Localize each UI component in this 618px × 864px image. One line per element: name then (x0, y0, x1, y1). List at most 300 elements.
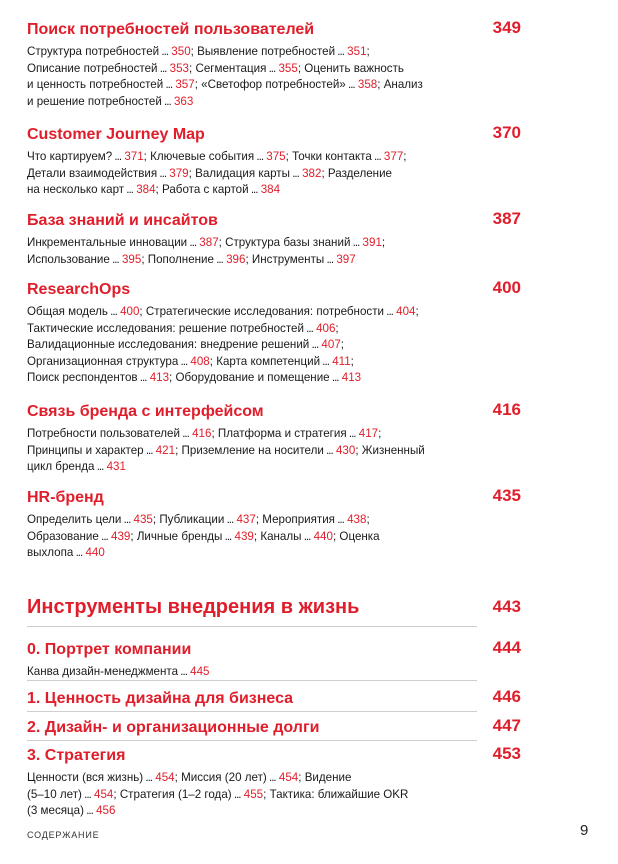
toc-entry-leader: ... (73, 546, 83, 559)
toc-entry-page-number: 377 (383, 150, 404, 163)
toc-entry-title: Работа с картой (162, 183, 249, 196)
toc-entry-page-number: 439 (111, 529, 131, 543)
toc-entry-separator: ; (297, 61, 302, 75)
toc-entry (120, 788, 267, 801)
toc-entry-separator: ; (130, 529, 134, 543)
toc-entry (27, 183, 159, 196)
toc-entry-separator: ; (152, 513, 157, 526)
toc-entry-title: Что картируем? (27, 150, 113, 163)
toc-entry-page-number: 355 (278, 61, 298, 75)
toc-entry-separator: ; (298, 771, 302, 784)
toc-entry-leader: ... (112, 150, 122, 163)
toc-entry-page-number: 440 (85, 546, 105, 559)
toc-entry-title: Каналы (260, 529, 302, 543)
toc-entry-page-number: 417 (358, 427, 379, 440)
section-page-number: 453 (492, 744, 521, 763)
toc-entry (195, 167, 325, 180)
toc-entry-leader: ... (329, 371, 339, 384)
toc-entry (27, 460, 126, 473)
toc-entry (27, 355, 213, 368)
toc-entry-leader: ... (334, 513, 344, 526)
toc-entry-page-number: 416 (192, 427, 212, 440)
toc-entry-leader: ... (301, 529, 311, 543)
toc-entry-separator: ; (174, 771, 178, 784)
toc-entry-line (27, 443, 472, 460)
toc-entry-title: Стратегические исследования: потребности (145, 305, 384, 318)
toc-entry-line (27, 77, 472, 94)
toc-entry (137, 530, 257, 543)
section-title: HR-бренд (27, 489, 104, 506)
toc-entry (162, 183, 280, 196)
section-page-number: 446 (492, 687, 521, 706)
toc-entry-page-number: 400 (120, 305, 140, 318)
toc-entry-leader: ... (289, 166, 299, 180)
toc-entry (27, 427, 215, 440)
toc-entry-separator: ; (377, 78, 381, 91)
toc-section-researchops (27, 278, 521, 387)
toc-entry-page-number: 353 (169, 61, 189, 75)
toc-entry-title: Жизненный (361, 443, 425, 457)
toc-entry-line (27, 512, 472, 529)
toc-entry-separator: ; (188, 61, 193, 75)
toc-entry-line (27, 61, 472, 78)
toc-entry-leader: ... (163, 78, 173, 91)
toc-entry-separator: ; (366, 513, 370, 526)
toc-entry-title: Ценности (вся жизнь) (27, 771, 144, 784)
toc-entry-separator: ; (366, 45, 370, 58)
toc-part-heading (27, 595, 521, 619)
section-page-number: 435 (492, 486, 521, 505)
toc-entry-title: Приземление на носители (181, 443, 324, 457)
toc-entry-leader: ... (143, 443, 153, 457)
toc-entry-leader: ... (303, 321, 313, 335)
section-divider (27, 680, 477, 681)
toc-entry-page-number: 375 (266, 150, 286, 163)
toc-entry-title: Принципы и характер (27, 443, 144, 457)
toc-entry-title: Выявление потребностей (197, 45, 336, 58)
toc-entry-page-number: 395 (121, 252, 142, 266)
toc-entry (197, 45, 370, 58)
toc-entry-page-number: 391 (362, 236, 382, 249)
toc-entry-line (27, 252, 472, 269)
toc-entry-title: Ключевые события (150, 150, 255, 163)
toc-entry-title: Разделение (327, 166, 392, 180)
toc-entry-leader: ... (320, 354, 329, 368)
toc-entry (328, 167, 392, 180)
toc-entry-title: и решение потребностей (27, 94, 162, 108)
toc-entry-title: Анализ (383, 78, 423, 91)
toc-entry (27, 665, 210, 678)
toc-entry-separator: ; (332, 529, 337, 543)
toc-entry-separator: ; (263, 787, 267, 801)
toc-entry-separator: ; (285, 150, 289, 163)
toc-entry-leader: ... (157, 166, 167, 180)
section-title: Customer Journey Map (27, 126, 205, 143)
section-title: 2. Дизайн- и организационные долги (27, 719, 320, 736)
toc-entry (270, 788, 409, 801)
toc-section-hr-brand (27, 486, 521, 562)
section-title: 3. Стратегия (27, 747, 126, 764)
toc-entry-separator: ; (381, 236, 386, 249)
toc-entry-separator: ; (335, 321, 339, 335)
section-title: Поиск потребностей пользователей (27, 21, 315, 38)
toc-entry-title: Пополнение (147, 252, 214, 266)
page-number: 9 (580, 822, 589, 839)
toc-entry-leader: ... (109, 252, 119, 266)
toc-entry-title: Платформа и стратегия (217, 427, 347, 440)
toc-entry-page-number: 455 (243, 787, 264, 801)
section-divider (27, 711, 477, 712)
toc-entry-page-number: 363 (173, 94, 194, 108)
toc-entry-line (27, 44, 472, 61)
toc-entry-title: и ценность потребностей (27, 78, 164, 91)
toc-entry-separator: ; (143, 150, 147, 163)
toc-entry (225, 236, 385, 249)
toc-entry-page-number: 358 (357, 78, 378, 91)
toc-entry-leader: ... (187, 236, 197, 249)
toc-entry (27, 78, 198, 91)
toc-entry-page-number: 413 (149, 371, 170, 384)
section-page-number: 387 (492, 209, 521, 228)
toc-entry-leader: ... (178, 665, 187, 678)
toc-entry-page-number: 350 (171, 45, 191, 58)
toc-entry (216, 355, 354, 368)
toc-entry-title: Использование (27, 252, 110, 266)
section-page-number: 370 (492, 123, 521, 142)
toc-entry-title: Сегментация (195, 61, 267, 75)
toc-entry-title: Потребности пользователей (27, 427, 180, 440)
toc-entry-separator: ; (350, 354, 354, 368)
toc-entry (182, 444, 359, 457)
toc-entry-page-number: 396 (226, 252, 246, 266)
toc-entry-leader: ... (345, 78, 355, 91)
toc-entry-separator: ; (415, 305, 419, 318)
toc-entry-title: Организационная структура (27, 354, 179, 368)
section-title: Связь бренда с интерфейсом (27, 403, 264, 420)
toc-entry-page-number: 404 (396, 305, 416, 318)
toc-entry-title: Миссия (20 лет) (181, 771, 267, 784)
toc-entry-page-number: 454 (94, 787, 114, 801)
section-page-number: 416 (492, 400, 521, 419)
toc-entry-title: Структура базы знаний (225, 236, 351, 249)
toc-entry-page-number: 357 (175, 78, 195, 91)
toc-entry-line (27, 94, 472, 111)
toc-entry-page-number: 454 (278, 771, 299, 784)
toc-entry-separator: ; (141, 252, 145, 266)
toc-entry (27, 253, 145, 266)
toc-entry (27, 444, 178, 457)
toc-entry (362, 444, 425, 457)
toc-entry-separator: ; (355, 443, 359, 457)
toc-entry (181, 771, 301, 784)
toc-entry-page-number: 384 (136, 183, 156, 196)
toc-entry-page-number: 445 (190, 665, 210, 678)
toc-entry-title: Видение (304, 771, 352, 784)
footer-label: СОДЕРЖАНИЕ (27, 830, 100, 840)
toc-entry-separator: ; (175, 443, 179, 457)
toc-entry-line (27, 770, 472, 787)
toc-entry-page-number: 387 (199, 236, 219, 249)
toc-entry-title: Личные бренды (136, 529, 223, 543)
toc-entry (27, 530, 134, 543)
toc-entry-separator: ; (378, 427, 382, 440)
toc-entry (27, 804, 115, 817)
toc-entry-separator: ; (340, 338, 344, 351)
toc-entry-leader: ... (161, 94, 171, 108)
toc-entry (252, 253, 356, 266)
toc-entry (27, 305, 143, 318)
toc-entry-page-number: 437 (236, 513, 256, 526)
toc-entry-title: (5–10 лет) (27, 787, 82, 801)
toc-entry (262, 513, 369, 526)
toc-entry (146, 305, 419, 318)
toc-entry-title: цикл бренда (27, 460, 95, 473)
toc-entry-line (27, 803, 472, 820)
toc-entry-title: Точки контакта (292, 150, 372, 163)
toc-entry-separator: ; (321, 166, 325, 180)
toc-entry (260, 530, 336, 543)
toc-section-design-value (27, 687, 521, 709)
toc-entry-line (27, 235, 472, 252)
toc-entry (27, 167, 192, 180)
toc-entry-title: Поиск респондентов (27, 371, 138, 384)
toc-entry-page-number: 408 (190, 354, 210, 368)
toc-entry-title: Общая модель (27, 305, 108, 318)
toc-entry-separator: ; (113, 787, 117, 801)
toc-entry-line (27, 787, 472, 804)
toc-entry-separator: ; (253, 529, 258, 543)
toc-entry-page-number: 440 (313, 529, 333, 543)
toc-entry (292, 150, 406, 163)
toc-section-cjm (27, 123, 521, 199)
section-title: 1. Ценность дизайна для бизнеса (27, 690, 294, 707)
section-entries (27, 149, 472, 199)
toc-entry-page-number: 371 (124, 150, 144, 163)
toc-entry-leader: ... (350, 236, 360, 249)
toc-entry-line (27, 321, 472, 338)
toc-entry-leader: ... (178, 354, 188, 368)
section-title: ResearchOps (27, 281, 131, 298)
toc-entry-title: Инкрементальные инновации (27, 236, 188, 249)
toc-entry (27, 788, 117, 801)
toc-entry (27, 45, 194, 58)
toc-entry-title: Мероприятия (262, 513, 335, 526)
toc-entry (195, 62, 301, 75)
toc-entry (201, 78, 380, 91)
toc-entry-leader: ... (254, 150, 264, 163)
toc-section-knowledge-base (27, 209, 521, 268)
toc-entry-page-number: 439 (234, 529, 254, 543)
toc-entry-title: Оборудование и помещение (175, 371, 330, 384)
toc-entry (305, 771, 352, 784)
toc-entry (304, 62, 404, 75)
toc-entry-title: на несколько карт (27, 183, 125, 196)
toc-entry-title: Определить цели (27, 513, 122, 526)
section-entries (27, 426, 472, 476)
toc-entry-line (27, 354, 472, 371)
toc-entry-title: Образование (27, 529, 99, 543)
toc-entry (384, 78, 423, 91)
toc-entry-leader: ... (266, 61, 276, 75)
toc-entry (27, 150, 147, 163)
toc-entry (159, 513, 259, 526)
toc-entry-line (27, 182, 472, 199)
toc-entry-separator: ; (245, 252, 249, 266)
toc-entry-leader: ... (371, 150, 381, 163)
toc-entry-page-number: 406 (316, 321, 336, 335)
toc-entry-page-number: 382 (302, 166, 322, 180)
toc-entry-separator: ; (155, 183, 159, 196)
toc-entry-leader: ... (137, 371, 147, 384)
toc-entry-leader: ... (179, 427, 189, 440)
toc-entry-title: выхлопа (27, 546, 74, 559)
toc-entry-leader: ... (266, 771, 276, 784)
toc-entry (176, 371, 362, 384)
toc-entry-title: Структура потребностей (27, 45, 160, 58)
toc-entry (27, 771, 178, 784)
toc-entry-title: «Светофор потребностей» (201, 78, 346, 91)
section-divider (27, 740, 477, 741)
toc-entry-leader: ... (231, 787, 241, 801)
toc-entry-title: Стратегия (1–2 года) (119, 787, 232, 801)
toc-entry-page-number: 435 (133, 513, 153, 526)
section-entries (27, 235, 472, 268)
toc-entry (27, 62, 192, 75)
toc-entry-leader: ... (224, 513, 234, 526)
toc-entry-page-number: 413 (341, 371, 362, 384)
toc-entry-leader: ... (159, 45, 169, 58)
toc-entry-separator: ; (209, 354, 213, 368)
toc-entry-title: Оценить важность (304, 61, 404, 75)
toc-entry-title: Тактические исследования: решение потребностей (27, 321, 304, 335)
toc-entry-line (27, 337, 472, 354)
toc-entry-leader: ... (143, 771, 153, 784)
toc-entry (150, 150, 289, 163)
toc-entry-line (27, 166, 472, 183)
section-title: База знаний и инсайтов (27, 212, 218, 229)
toc-entry-page-number: 421 (155, 443, 176, 457)
toc-entry (27, 95, 193, 108)
toc-entry (27, 513, 156, 526)
toc-entry-separator: ; (169, 371, 173, 384)
toc-entry-leader: ... (324, 252, 334, 266)
toc-entry-title: Валидация карты (195, 166, 290, 180)
section-title: 0. Портрет компании (27, 641, 192, 658)
section-entries (27, 664, 472, 681)
toc-entry-separator: ; (188, 166, 192, 180)
toc-entry-line (27, 529, 472, 546)
section-page-number: 400 (492, 278, 521, 297)
toc-entry-page-number: 454 (155, 771, 175, 784)
toc-entry-separator: ; (255, 513, 260, 526)
toc-section-strategy (27, 744, 521, 820)
toc-entry-leader: ... (222, 529, 232, 543)
part-title: Инструменты внедрения в жизнь (27, 596, 360, 618)
toc-section-company-portrait (27, 638, 521, 681)
toc-entry-leader: ... (81, 787, 91, 801)
toc-entry-page-number: 351 (347, 45, 367, 58)
section-entries (27, 44, 472, 110)
toc-entry-title: Оценка (339, 529, 380, 543)
toc-entry-title: Валидационные исследования: внедрение решений (27, 338, 310, 351)
toc-entry-line (27, 149, 472, 166)
toc-entry-line (27, 545, 472, 562)
toc-entry (27, 371, 172, 384)
toc-entry-page-number: 411 (332, 354, 351, 368)
toc-entry-leader: ... (107, 305, 117, 318)
toc-section-brand-interface (27, 400, 521, 476)
toc-entry (148, 253, 249, 266)
toc-entry-leader: ... (346, 427, 356, 440)
toc-section-design-debts (27, 716, 521, 738)
toc-entry-leader: ... (98, 529, 108, 543)
toc-entry-leader: ... (94, 460, 104, 473)
toc-entry-separator: ; (211, 427, 215, 440)
toc-entry-separator: ; (139, 305, 143, 318)
section-entries (27, 304, 472, 387)
toc-entry-leader: ... (384, 305, 393, 318)
toc-entry-leader: ... (309, 338, 319, 351)
section-page-number: 349 (492, 18, 521, 37)
toc-entry-title: Публикации (159, 513, 225, 526)
part-page-number: 443 (492, 597, 521, 616)
toc-entry-leader: ... (157, 61, 167, 75)
toc-entry-line (27, 459, 472, 476)
toc-entry-line (27, 664, 472, 681)
toc-entry (27, 546, 105, 559)
toc-entry-page-number: 397 (336, 252, 356, 266)
toc-entry-separator: ; (190, 45, 194, 58)
toc-entry-title: Тактика: ближайшие OKR (269, 787, 409, 801)
toc-section-user-needs (27, 18, 521, 110)
toc-entry-separator: ; (218, 236, 222, 249)
toc-entry-title: Канва дизайн-менеджмента (27, 665, 179, 678)
section-page-number: 444 (492, 638, 521, 657)
toc-entry-leader: ... (248, 183, 258, 196)
toc-entry-leader: ... (121, 513, 131, 526)
toc-entry-page-number: 430 (335, 443, 356, 457)
toc-entry (27, 338, 344, 351)
toc-entry-page-number: 384 (260, 183, 281, 196)
toc-entry-leader: ... (335, 45, 344, 58)
toc-entry-title: Описание потребностей (27, 61, 158, 75)
toc-entry-leader: ... (83, 804, 93, 817)
toc-entry-line (27, 304, 472, 321)
toc-entry (27, 322, 339, 335)
section-entries (27, 512, 472, 562)
toc-entry-line (27, 426, 472, 443)
toc-entry-title: (3 месяца) (27, 804, 84, 817)
toc-entry-line (27, 370, 472, 387)
toc-entry-page-number: 379 (169, 166, 189, 180)
section-page-number: 447 (492, 716, 521, 735)
toc-entry-leader: ... (213, 252, 223, 266)
section-entries (27, 770, 472, 820)
toc-entry-page-number: 407 (321, 338, 341, 351)
toc-entry-title: Детали взаимодействия (27, 166, 158, 180)
toc-entry (27, 236, 222, 249)
toc-entry-separator: ; (403, 150, 407, 163)
toc-entry-leader: ... (323, 443, 333, 457)
toc-entry (218, 427, 381, 440)
toc-entry-separator: ; (194, 78, 198, 91)
toc-entry-page-number: 438 (347, 513, 367, 526)
toc-entry-page-number: 431 (106, 460, 126, 473)
part-divider (27, 626, 477, 627)
toc-entry-title: Карта компетенций (216, 354, 321, 368)
toc-entry (339, 530, 379, 543)
toc-entry-page-number: 456 (96, 804, 116, 817)
